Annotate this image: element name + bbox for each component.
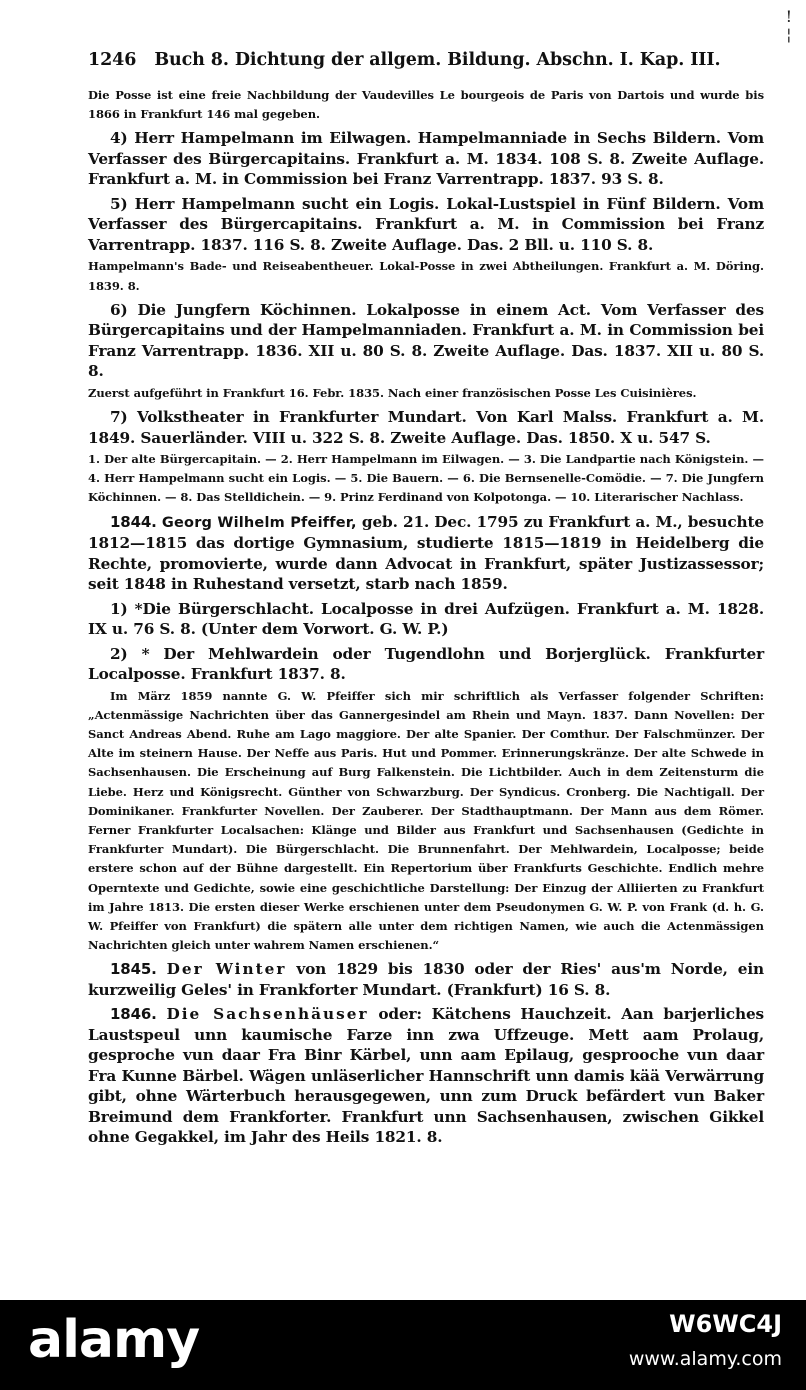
image-code: W6WC4J — [669, 1310, 782, 1338]
entry-text: geb. 21. Dec. 1795 zu Frankfurt a. M., besuchte 1812—1815 das dortige Gymnasium, studierte 1815—1819 in Heidelberg die Rechte, promovierte, wurde dann Advocat in Frankfurt, später Justizassessor; seit 1848 in Ruhestand versetzt, starb nach 1859. — [88, 512, 764, 594]
entry-1845 — [88, 959, 764, 1000]
page-number: 1246 — [88, 50, 137, 70]
entry-item-4: 4) Herr Hampelmann im Eilwagen. Hampelmanniade in Sechs Bildern. Vom Verfasser des Bürgercapitains. Frankfurt a. M. 1834. 108 S. 8. Zweite Auflage. Frankfurt a. M. in Commission bei Franz Varrentrapp. 1837. 93 S. 8. — [88, 129, 764, 189]
page-text — [88, 46, 764, 1148]
brand-logo: alamy — [28, 1310, 200, 1370]
entry-title-spaced: Der Winter — [166, 960, 287, 979]
entry-item-5: 5) Herr Hampelmann sucht ein Logis. Lokal-Lustspiel in Fünf Bildern. Vom Verfasser des Bürgercapitains. Frankfurt a. M. in Commission bei Franz Varrentrapp. 1837. 116 S. 8. Zweite Auflage. Das. 2 Bll. u. 110 S. 8. — [88, 194, 764, 254]
entry-item-7: 7) Volkstheater in Frankfurter Mundart. Von Karl Malss. Frankfurt a. M. 1849. Sauerländer. VIII u. 322 S. 8. Zweite Auflage. Das. 1850. X u. 547 S. — [88, 408, 764, 447]
entry-number: 1845. — [110, 960, 157, 979]
entry-number: 1846. — [110, 1005, 157, 1024]
corner-marks — [786, 8, 792, 43]
running-title: Buch 8. Dichtung der allgem. Bildung. Abschn. I. Kap. III. — [154, 50, 721, 70]
entry-1846 — [88, 1004, 764, 1148]
entry-1844-item-2: 2) * Der Mehlwardein oder Tugendlohn und Borjerglück. Frankfurter Localposse. Frankfurt 1837. 8. — [88, 644, 764, 684]
note-first-performance: Zuerst aufgeführt in Frankfurt 16. Febr. 1835. Nach einer französischen Posse Les Cuisinières. — [88, 385, 697, 400]
entry-text: oder: Kätchens Hauchzeit. Aan barjerliches Laustspeul unn kaumische Farze inn zwa Uffzeuge. Mett aam Prolaug, gesproche vun daar Fra Binr Kärbel, unn aam Epilaug, gesprooche vun daar Fra Kunne Bärbel. Wägen unläserlicher Hannschrift unn damis kää Verwärrung gibt, ohne Wärterbuch herausgegewen, unn zum Druck befärdert vun Baker Breimund dem Frankforter. Frankfurt unn Sachsenhausen, zwischen Gikkel ohne Gegakkel, im Jahr des Heils 1821. 8. — [88, 1005, 764, 1147]
corner-mark-1: ! — [785, 7, 792, 26]
stock-watermark-footer — [0, 1300, 806, 1390]
site-url: www.alamy.com — [628, 1348, 782, 1370]
entry-number: 1844. — [110, 512, 157, 531]
entry-1844 — [88, 512, 764, 595]
entry-title-spaced: Die Sachsenhäuser — [166, 1005, 369, 1024]
note-volkstheater-contents: 1. Der alte Bürgercapitain. — 2. Herr Hampelmann im Eilwagen. — 3. Die Landpartie nach Königstein. — 4. Herr Hampelmann sucht ein Logis. — 5. Die Bauern. — 6. Die Bernsenelle-Comödie. — 7. Die Jungfern Köchinnen. — 8. Das Stelldichein. — 9. Prinz Ferdinand von Kolpotonga. — 10. Literarischer Nachlass. — [88, 452, 764, 505]
running-header — [88, 46, 764, 74]
entry-item-6: 6) Die Jungfern Köchinnen. Lokalposse in einem Act. Vom Verfasser des Bürgercapitains und der Hampelmanniaden. Frankfurt a. M. in Commission bei Franz Varrentrapp. 1836. XII u. 80 S. 8. Zweite Auflage. Das. 1837. XII u. 80 S. 8. — [88, 300, 764, 381]
entry-1844-item-1: 1) *Die Bürgerschlacht. Localposse in drei Aufzügen. Frankfurt a. M. 1828. IX u. 76 S. 8. (Unter dem Vorwort. G. W. P.) — [88, 599, 764, 639]
note-vaudeville: Die Posse ist eine freie Nachbildung der Vaudevilles Le bourgeois de Paris von Dartois und wurde bis 1866 in Frankfurt 146 mal gegeben. — [88, 88, 764, 122]
corner-mark-2: ¦ — [786, 24, 792, 44]
entry-text: von 1829 bis 1830 oder der Ries' aus'm Norde, ein kurzweilig Geles' in Frankforter Mundart. (Frankfurt) 16 S. 8. — [88, 960, 764, 999]
note-pfeiffer-writings: Im März 1859 nannte G. W. Pfeiffer sich mir schriftlich als Verfasser folgender Schriften: „Actenmässige Nachrichten über das Gannergesindel am Rhein und Mayn. 1837. Dann Novellen: Der Sanct Andreas Abend. Ruhe am Lago maggiore. Der alte Spanier. Der Comthur. Der Falschmünzer. Der Alte im steinern Hause. Der Neffe aus Paris. Hut und Pommer. Erinnerungskränze. Der alte Schwede in Sachsenhausen. Die Erscheinung auf Burg Falkenstein. Die Lichtbilder. Auch in dem Zeitensturm die Liebe. Herz und Königsrecht. Günther von Schwarzburg. Der Syndicus. Cronberg. Die Nachtigall. Der Dominikaner. Frankfurter Novellen. Der Zauberer. Der Stadthauptmann. Der Mann aus dem Römer. Ferner Frankfurter Localsachen: Klänge und Bilder aus Frankfurt und Sachsenhausen (Gedichte in Frankfurter Mundart). Die Bürgerschlacht. Die Brunnenfahrt. Der Mehlwardein, Localposse; beide erstere schon auf der Bühne dargestellt. Ein Repertorium über Frankfurts Geschichte. Endlich mehre Operntexte und Gedichte, sowie eine geschichtliche Darstellung: Der Einzug der Alliierten zu Frankfurt im Jahre 1813. Die ersten dieser Werke erschienen unter dem Pseudonymen G. W. P. von Frank (d. h. G. W. Pfeiffer von Frankfurt) die spätern alle unter dem richtigen Namen, wie auch die Actenmässigen Nachrichten gleich unter wahrem Namen erschienen.“ — [88, 688, 764, 953]
note-bade-reise: Hampelmann's Bade- und Reiseabentheuer. Lokal-Posse in zwei Abtheilungen. Frankfurt a. M. Döring. 1839. 8. — [88, 259, 764, 293]
author-name: Georg Wilhelm Pfeiffer, — [161, 514, 357, 531]
